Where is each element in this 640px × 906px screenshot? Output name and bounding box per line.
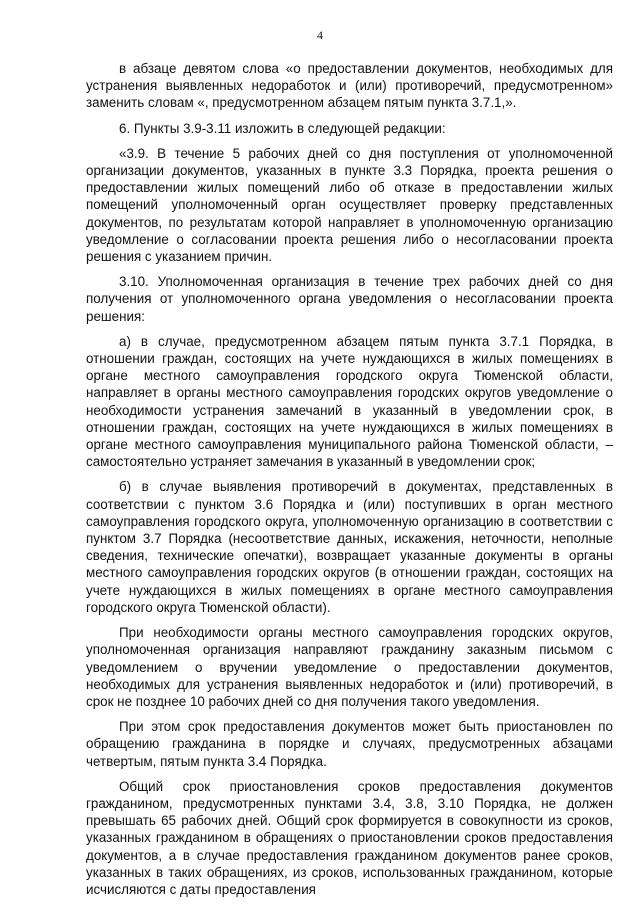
paragraph-3-10: 3.10. Уполномоченная организация в течение трех рабочих дней со дня получения от уполномоченного органа уведомления о несогласовании проекта решения: (86, 274, 613, 324)
page-number: 4 (317, 28, 323, 42)
paragraph-amendment-ninth-abzac: в абзаце девятом слова «о предоставлении документов, необходимых для устранения выявленных недоработок и (или) противоречий, предусмотренном» заменить словам «, предусмотренном абзацем пятым пункта 3.7.1,». (86, 61, 613, 111)
paragraph-item-6: 6. Пункты 3.9-3.11 изложить в следующей редакции: (119, 120, 446, 136)
paragraph-3-10-b: б) в случае выявления противоречий в документах, представленных в соответствии с пунктом 3.6 Порядка и (или) поступивших в орган местного самоуправления городского округа, уполномоченную организацию в соответствии с пунктом 3.7 Порядка (несоответствие данных, искажения, неточности, неполные сведения, технические опечатки), возвращает указанные документы в органы местного самоуправления городских округов (в отношении граждан, состоящих на учете нуждающихся в жилых помещениях в органе местного самоуправления городского округа Тюменской области). (86, 479, 613, 615)
paragraph-3-9: «3.9. В течение 5 рабочих дней со дня поступления от уполномоченной организации документов, указанных в пункте 3.3 Порядка, проекта решения о предоставлении жилых помещений либо об отказе в предоставлении жилых помещений уполномоченный орган осуществляет проверку представленных документов, по результатам которой направляет в уполномоченную организацию уведомление о согласовании проекта решения либо о несогласовании проекта решения с указанием причин. (86, 145, 613, 265)
document-body (86, 60, 613, 906)
paragraph-total-term: Общий срок приостановления сроков предоставления документов гражданином, предусмотренных пунктами 3.4, 3.8, 3.10 Порядка, не должен превышать 65 рабочих дней. Общий срок формируется в совокупности из сроков, указанных гражданином в обращениях о приостановлении сроков предоставления документов, а в случае предоставления гражданином документов ранее сроков, указанных в таких обращениях, из сроков, использованных гражданином, которые исчисляются с даты предоставления (86, 778, 613, 897)
paragraph-notification: При необходимости органы местного самоуправления городских округов, уполномоченная организация направляют гражданину заказным письмом с уведомлением о вручении уведомление о предоставлении документов, необходимых для устранения выявленных недоработок и (или) противоречий, в срок не позднее 10 рабочих дней со дня получения такого уведомления. (86, 625, 613, 709)
paragraph-3-10-a: а) в случае, предусмотренном абзацем пятым пункта 3.7.1 Порядка, в отношении граждан, состоящих на учете нуждающихся в жилых помещениях в органе местного самоуправления городского округа Тюменской области, направляет в органы местного самоуправления городских округов уведомление о необходимости устранения замечаний в указанный в уведомлении срок, в отношении граждан, состоящих на учете нуждающихся в жилых помещениях в органе местного самоуправления муниципального района Тюменской области, – самостоятельно устраняет замечания в указанный в уведомлении срок; (86, 333, 613, 470)
paragraph-suspension: При этом срок предоставления документов может быть приостановлен по обращению гражданина в порядке и случаях, предусмотренных абзацами четвертым, пятым пункта 3.4 Порядка. (86, 719, 613, 769)
